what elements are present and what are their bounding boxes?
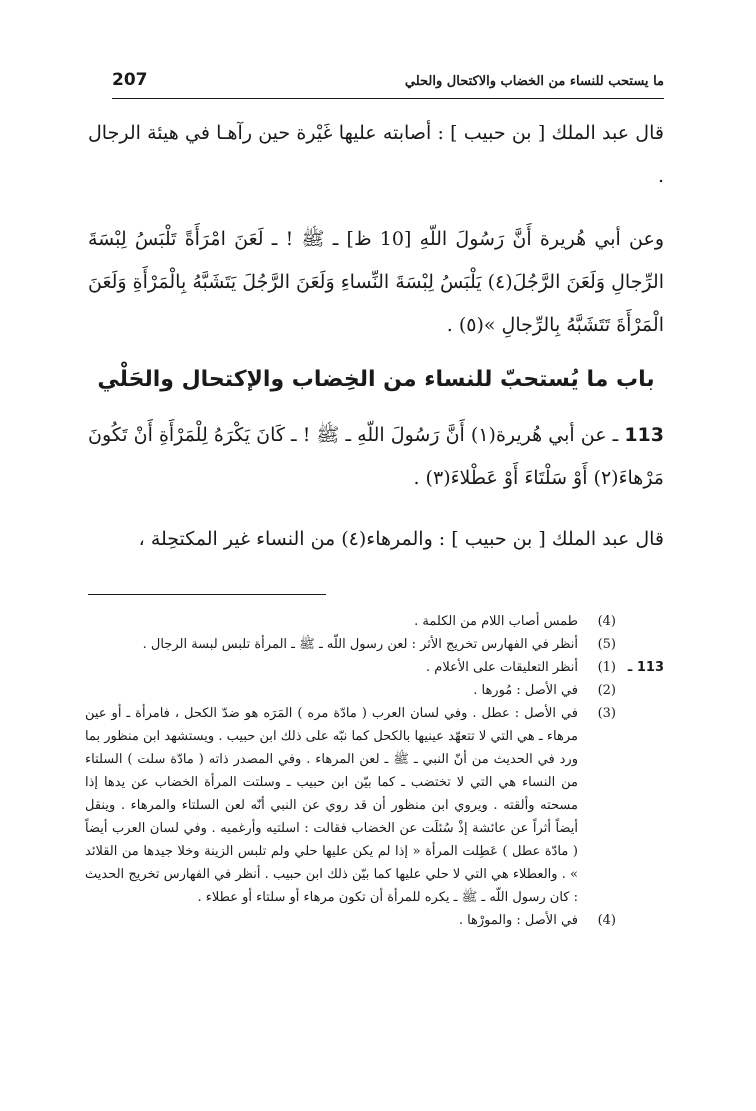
footnote-rule [88, 594, 326, 595]
footnote-number: (1) [597, 660, 616, 675]
footnote-number: (4) [597, 614, 616, 629]
running-title: ما يستحب للنساء من الخضاب والاكتحال والحلي [404, 74, 664, 89]
footnote [85, 679, 664, 702]
footnote [85, 610, 664, 633]
footnote-number: (3) [597, 706, 616, 721]
footnote-group [616, 610, 664, 633]
footnote-group [616, 909, 664, 932]
header-rule [112, 98, 664, 99]
footnote-text: في الأصل : والمورْها . [458, 913, 578, 928]
hadith-text: ـ عن أبي هُريرة(١) أَنَّ رَسُولَ اللّهِ ـ ﷺ ! ـ كَانَ يَكْرَهُ لِلْمَرْأَةِ أَنْ تَكُونَ مَرْهاءَ(٢) أَوْ سَلْتَاءَ أَوْ عَطْلاءَ(٣) . [88, 424, 664, 489]
hadith-number: 113 [624, 424, 664, 446]
footnote-text: في الأصل : عطل . وفي لسان العرب ( مادّة مره ) المَرَه هو ضدّ الكحل ، فامرأة ـ أو عين مرهاء ـ هي التي لا تتعهّد عينيها بالكحل كما نبّه على ذلك ابن حبيب . ويستشهد ابن منظور بما ورد في الحديث من أنّ النبي ـ ﷺ ـ لعن المرهاء . وفي المصدر ذاته ( مادّة سلت ) السلتاء من النساء هي التي لا تختضب ـ كما بيّن ابن حبيب ـ وسلتت المرأة الخضاب عن يدها إذا مسحته وألقته . ويروي ابن منظور أن قد روي عن النبي أنّه لعن السلتاء والمرهاء . وينقل أيضاً أثراً عن عائشة إذْ سُئلَت عن الخضاب فقالت : اسلتيه وأرغميه . وفي لسان العرب أيضاً ( مادّة عطل ) عَطِلت المرأة « إذا لم يكن عليها حلي ولم تلبس الزينة وخلا جيدها من القلائد » . والعطلاء هي التي لا حلي عليها كما بيّن ذلك ابن حبيب . أنظر في الفهارس تخريج الحديث : كان رسول اللّه ـ ﷺ ـ يكره للمرأة أن تكون مرهاء أو سلتاء أو عطلاء . [85, 706, 578, 905]
footnote [85, 633, 664, 656]
paragraph-2: وعن أبي هُريرة أَنَّ رَسُولَ اللّهِ [10 ظ] ـ ﷺ ! ـ لَعَنَ امْرَأَةً تَلْبَسُ لِبْسَةَ الرِّجالِ وَلَعَنَ الرَّجُلَ(٤) يَلْبَسُ لِبْسَةَ النِّساءِ وَلَعَنَ الرَّجُلَ يَتَشَبَّهُ بِالْمَرْأَةِ وَلَعَنَ الْمَرْأَةَ تَتَشَبَّهُ بِالرِّجالِ »(٥) . [88, 228, 664, 336]
footnote-group: 113 ـ [627, 660, 664, 675]
footnote-text: أنظر في الفهارس تخريج الأثر : لعن رسول اللّه ـ ﷺ ـ المرأة تلبس لبسة الرجال . [142, 637, 578, 652]
footnote-group [616, 679, 664, 702]
paragraph-1: قال عبد الملك [ بن حبيب ] : أصابته عليها غَيْرة حين رآهـا في هيئة الرجال . [88, 122, 664, 187]
footnotes [85, 610, 664, 932]
footnote-number: (5) [597, 637, 616, 652]
footnote-number: (2) [597, 683, 616, 698]
hadith-paragraph [88, 414, 664, 500]
footnote-group [616, 633, 664, 656]
footnote-text: أنظر التعليقات على الأعلام . [426, 660, 578, 675]
page-number: 207 [112, 70, 148, 90]
footnote-number: (4) [597, 913, 616, 928]
footnote-text: طمس أصاب اللام من الكلمة . [414, 614, 578, 629]
footnote [85, 656, 664, 679]
section-title: باب ما يُستحبّ للنساء من الخِضاب والإكتحال والحَلْي [97, 367, 655, 392]
paragraph-3: قال عبد الملك [ بن حبيب ] : والمرهاء(٤) من النساء غير المكتحِلة ، [138, 528, 664, 550]
page-header [112, 70, 664, 98]
footnote [85, 909, 664, 932]
footnote-group [616, 702, 664, 909]
footnote-text: في الأصل : مُورها . [473, 683, 578, 698]
footnote [85, 702, 664, 909]
main-text [88, 112, 664, 579]
